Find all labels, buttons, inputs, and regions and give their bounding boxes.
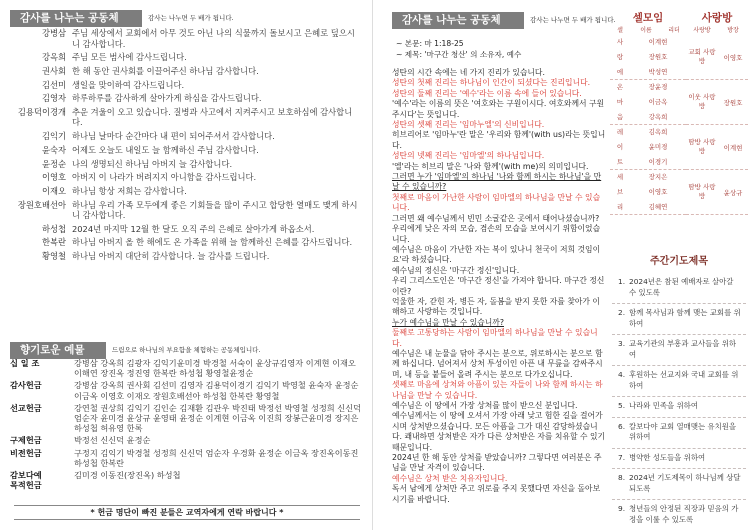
cell-group: 사 [616,38,624,46]
page-fold [372,0,373,530]
prayer-number: 9. [618,504,626,513]
thanks-name: 강옥희 [41,52,66,63]
sermon-paragraph: 첫째로 마음이 가난한 사람이 임마엘의 하나님을 만날 수 있습니다. [392,192,601,213]
prayer-text: 교육기관의 부흥과 교사들을 위하여 [629,339,737,359]
thanks-row [6,80,360,91]
thanks-text: 아버지 이 나라가 버려지지 아니함을 감사드립니다. [72,172,257,183]
love-row [686,170,748,215]
prayer-text: 함께 목사님과 함께 맺는 교회를 위하여 [629,308,741,328]
prayer-number: 3. [618,339,626,348]
sermon-paragraph: 그러면 왜 예수님께서 빈민 소굴같은 곳에서 태어나셨습니까? 우리에게 낮은 자의 모습, 겸손의 모습을 보여시기 위함이었습니다. [392,213,601,244]
prayer-text: 2024년은 참된 예배자로 살아갈 수 있도록 [629,277,734,297]
cell-section [610,10,748,215]
cell-member: 장윤경 [648,83,668,91]
thanks-row [6,145,360,156]
sermon-paragraph: 2024년 한 해 동안 상처를 받았습니까? 그렇다면 여러분은 주님을 만날 자격이 있습니다. [392,453,602,473]
thanks-row [6,172,360,183]
thanks-text: 2024년 마지막 12월 한 달도 오직 주의 은혜로 살아가게 하옵소서. [72,223,315,234]
sermon-paragraph: 성탄의 셋째 진리는 '임마누엘'의 신비입니다. [392,120,545,130]
cell-row [610,155,686,170]
thanks-name: 김영자 [41,93,66,104]
thanks-name: 권사회 [41,65,66,76]
sermon-body [392,68,606,505]
love-group: 땀방 사랑방 [688,138,716,155]
sermon-paragraph: 히브리어로 '임마누'란 말은 '우리와 함께'(with us)라는 뜻입니다. [392,130,606,150]
offer-row [10,448,362,468]
prayer-item [612,418,746,449]
thanks-name: 윤숙자 [41,144,66,155]
prayer-item [612,366,746,397]
sermon-paragraph: 성탄의 시간 속에는 네 가지 진리가 있습니다. [392,68,545,77]
cell-row [610,170,686,185]
love-title: 사랑방 [701,12,733,24]
offer-label: 십 일 조 [10,358,40,368]
love-group: 교회 사랑방 [688,48,716,65]
thanks-name: 이영호 [41,172,66,183]
prayer-item [612,449,746,470]
sermon-paragraph: 예수님은 이 땅에서 가장 상처를 많이 받으신 분입니다. [392,401,578,410]
prayer-text: 칼보다야 교회 열매맺는 유치원을 위하여 [629,421,737,441]
thanks-name: 한복란 [41,237,66,248]
thanks-text: 주님 모든 범사에 감사드립니다. [72,52,187,63]
offer-row [10,380,362,400]
cell-member: 장지은 [648,173,668,181]
cell-row [610,125,686,140]
offer-list [10,358,362,492]
prayer-item [612,335,746,366]
sermon-ref: ~ 본문: 마 1:18-25 [396,39,464,48]
offer-label: 감보다예 목적헌금 [10,470,42,491]
love-group: 이웃 사랑방 [688,93,716,110]
cell-group: 에 [616,68,624,76]
sermon-subtitle: 감사는 나누면 두 배가 됩니다. [530,16,616,24]
sermon-paragraph: 억울한 자, 갇힌 자, 병든 자, 돌봄을 받지 못한 자를 찾아가 이해하고 사랑하는 것입니다. [392,296,600,317]
cell-row [610,35,686,50]
prayer-text: 후원하는 선교지와 국내 교회를 위하여 [629,370,739,390]
sermon-paragraph: 둘째로 고통당하는 사람이 임마엘의 하나님을 만날 수 있습니다. [392,328,598,348]
sermon-header [396,38,521,60]
sermon-paragraph: 셋째로 마음에 상처와 아픔이 있는 자들이 나와 함께 하시는 하나님을 만날 수 있습니다. [392,380,603,400]
cell-group: 음 [616,113,624,121]
thanks-row [6,159,360,170]
sermon-paragraph: 그러면 누가 '임마엘'의 하나님 '나와 함께 하시는 하나님'을 만날 수 있습니까? [392,172,602,192]
cell-header: 셀 이름 리더 [617,27,680,34]
prayer-number: 2. [618,308,626,317]
cell-group: 레 [616,128,624,136]
cell-member: 장원호 [648,53,668,61]
thanks-text: 주님 세상에서 교회에서 아무 것도 아닌 나의 식물까지 돌보시고 은혜로 덮으시니 감사합니다. [72,28,355,49]
sermon-topic: ~ 제목: '마구간 청산' 의 소유자, 예수 [396,50,522,59]
offer-names: 강병삼 강옥희 김광자 김익기윤미경 박경철 서숙이 윤상규김영자 이계현 이재오 이해연 장진옥 정진영 한복란 하성첩 황영철윤정순 [74,358,356,379]
cell-group: 온 [616,83,624,91]
sermon-paragraph: 우리 그리스도인은 '마구간 정신'을 가져야 합니다. 마구간 정신이란? [392,276,605,296]
offer-row [10,358,362,378]
love-leader: 윤상규 [723,188,743,197]
love-header: 사랑방 방장 [693,27,739,34]
offer-banner: 향기로운 예물 [10,342,106,359]
offer-label: 선교헌금 [10,402,42,413]
cell-row [610,200,686,215]
sermon-paragraph: 예수님께서는 이 땅에 오셔서 가장 아래 낮고 험한 길을 걸어가시며 상처받으셨습니다. 모든 아픔을 그가 대신 감당하셨습니다. 쾌내하면 상처받은 자가 다른 상처받은 자를 치유할 수 있기 때문입니다. [392,411,606,452]
thanks-banner: 감사를 나누는 공동체 [10,10,142,27]
cell-row [610,110,686,125]
prayer-number: 8. [618,473,626,482]
sermon-paragraph: 예수님의 정신은 '마구간 정신'입니다. [392,265,520,275]
thanks-row [6,107,360,128]
cell-group: 트 [616,158,624,166]
love-row [686,80,748,125]
sermon-paragraph: 누가 예수님을 만날 수 있습니까? [392,317,504,327]
thanks-row [6,200,360,221]
sermon-paragraph: 예수님은 마음이 가난한 자는 복이 있나니 천국이 저희 것임이요'라 하셨습니다. [392,244,601,265]
thanks-text: 한 해 동안 권사회를 이끌어주신 하나님 감사합니다. [72,65,259,76]
cell-group: 브 [616,188,624,196]
cell-row [610,80,686,95]
offer-names: 김미경 이동진(장진옥) 하성첩 [74,470,181,481]
offer-names: 강연철 권상희 김익기 김인순 김재환 김관우 박진태 박정선 박영철 성정희 신신덕 엄순자 윤미경 윤상규 윤영태 윤정순 이계현 이금옥 이진희 장봉근윤미경 장지은 하성첩 허유영 한록 [74,402,362,434]
prayer-text: 2024년 기도제목이 하나님께 상달되도록 [629,473,741,493]
offer-row [10,403,362,434]
prayer-title: 주간기도제목 [650,256,708,267]
sermon-paragraph: 독서 남에게 상처만 주고 위로를 주지 못했다면 자신을 돌아보시기를 바랍니다. [392,484,601,504]
cell-title: 셀모임 [632,12,664,24]
love-leader: 이계현 [723,143,743,152]
cell-row [610,140,686,155]
thanks-name: 황영철 [41,251,66,262]
sermon-paragraph: '예수'라는 이름의 뜻은 '여호와는 구원이시다. 여호와께서 구원주시다'는 뜻입니다. [392,99,605,119]
thanks-text: 하나님 우리 가족 모두에게 좋은 기회들을 많이 주시고 합당한 열매도 맺게 하시니 감사합니다. [72,199,358,221]
thanks-list [6,28,360,265]
sermon-paragraph: 예수님은 상처 받은 치유자입니다. [392,473,508,483]
cell-member: 강옥희 [648,113,668,121]
love-row [686,125,748,170]
thanks-name: 하성첩 [41,223,66,234]
thanks-text: 어제도 오늘도 내일도 늘 함께하신 주님 감사합니다. [72,144,259,155]
love-row [686,35,748,80]
thanks-text: 하나님 날마다 순간마다 내 편이 되어주셔서 감사합니다. [72,131,275,142]
prayer-number: 7. [618,452,626,462]
cell-group: 마 [616,98,624,106]
offer-names: 강병삼 강옥희 권사회 김선미 김영자 김용덕이경기 김익기 박영철 윤숙자 윤정순 이금옥 이영호 이재오 장원호배선아 하성첩 한복란 황영철 [74,380,359,401]
offer-row [10,435,362,445]
sermon-paragraph: '엘'라는 히브리 말은 '나와 함께'(with me)의 의미입니다. [392,161,589,171]
thanks-row [6,28,360,49]
thanks-text: 하루하루를 감사하게 살아가게 하심을 감사드립니다. [72,93,262,104]
offer-label: 비전헌금 [10,447,42,458]
offer-label: 구제헌금 [10,435,42,446]
thanks-row [6,52,360,63]
prayer-text: 병약한 성도들을 위하여 [629,452,706,462]
prayer-item [612,304,746,335]
thanks-name: 김용덕이경개 [17,106,66,117]
love-leader: 이영호 [723,53,743,62]
thanks-name: 이재오 [41,185,66,196]
sermon-banner: 감사를 나누는 공동체 [392,12,524,29]
cell-member: 이영호 [648,188,668,196]
cell-member: 김옥희 [648,128,668,136]
cell-member: 이계현 [648,38,668,46]
prayer-number: 6. [618,421,626,431]
thanks-row [6,224,360,235]
thanks-row [6,251,360,262]
cell-member: 이경기 [648,158,668,166]
offer-subtitle: 드림으로 하나님의 부요함을 체험하는 공동체입니다. [112,346,261,354]
prayer-item [612,469,746,500]
sermon-paragraph: 성탄의 첫째 진리는 하나님이 인간이 되셨다는 진리입니다. [392,78,591,88]
prayer-number: 4. [618,370,626,379]
thanks-text: 생일을 맞이하여 감사드립니다. [72,79,185,90]
cell-row [610,50,686,65]
prayer-number: 1. [618,277,626,286]
prayer-item [612,500,746,530]
offer-names: 박정선 신신덕 윤정순 [74,435,151,446]
thanks-row [6,186,360,197]
cell-member: 윤미경 [648,143,668,151]
offer-names: 구정지 김익기 박경철 성정희 신신덕 엄순자 우경화 윤정순 이금옥 장진옥이동진 하성첩 한복란 [74,447,359,468]
offer-notice: * 헌금 명단이 빠진 분들은 교역자에게 연락 바랍니다 * [14,505,360,520]
thanks-name: 김익기 [41,131,66,142]
thanks-text: 나의 생명되신 하나님 아버지 늘 감사합니다. [72,158,233,169]
offer-row [10,470,362,490]
thanks-row [6,237,360,248]
thanks-text: 하나님 항상 저희는 감사합니다. [72,185,187,196]
prayer-section [612,252,746,530]
prayer-item [612,397,746,418]
thanks-text: 하나님 아버지 올 한 해에도 온 가족을 위해 늘 함께하신 은혜를 감사드립니다. [72,237,353,248]
cell-row [610,65,686,80]
thanks-name: 강병삼 [41,28,66,38]
cell-group: 리 [616,203,624,211]
prayer-text: 청년들의 안정된 직장과 믿음의 가정을 이룰 수 있도록 [629,504,739,524]
cell-group: 세 [616,173,624,181]
prayer-number: 5. [618,401,626,410]
cell-member: 박성연 [648,68,668,76]
thanks-name: 장원호배선아 [17,199,66,210]
sermon-paragraph: 성탄의 넷째 진리는 '임마엘'의 하나님입니다. [392,151,545,161]
cell-row [610,185,686,200]
love-leader: 장원호 [723,98,743,107]
cell-group: 이 [616,143,624,151]
prayer-text: 나라와 민족을 위하여 [629,401,698,410]
thanks-name: 윤정순 [41,158,66,169]
thanks-subtitle: 감사는 나누면 두 배가 됩니다. [148,14,234,22]
thanks-row [6,66,360,77]
offer-label: 감사헌금 [10,380,42,391]
cell-member: 김혜연 [648,203,668,211]
thanks-text: 하나님 아버지 대단히 감사합니다. 늘 감사를 드립니다. [72,251,270,262]
thanks-text: 추운 겨울이 오고 있습니다. 질병과 사고에서 지켜주시고 보호하심에 감사합니다. [72,106,353,128]
sermon-paragraph: 성탄의 둘째 진리는 '예수'라는 이름 속에 들어 있습니다. [392,88,582,98]
thanks-row [6,93,360,104]
thanks-row [6,131,360,142]
cell-row [610,95,686,110]
sermon-paragraph: 예수님은 내 눈물을 닦아 주시는 분으로, 위로하시는 분으로 함께 하십니다. 넘어져서 상처 투성이인 아픈 내 무릎을 감싸주시며, 내 등을 붙들어 올려 주시는 분으로 다가오십니다. [392,348,603,379]
love-group: 땀방 사랑방 [688,183,716,200]
thanks-name: 김선미 [41,79,66,90]
prayer-item [612,273,746,304]
cell-group: 랑 [616,53,624,61]
cell-member: 이금옥 [648,98,668,106]
